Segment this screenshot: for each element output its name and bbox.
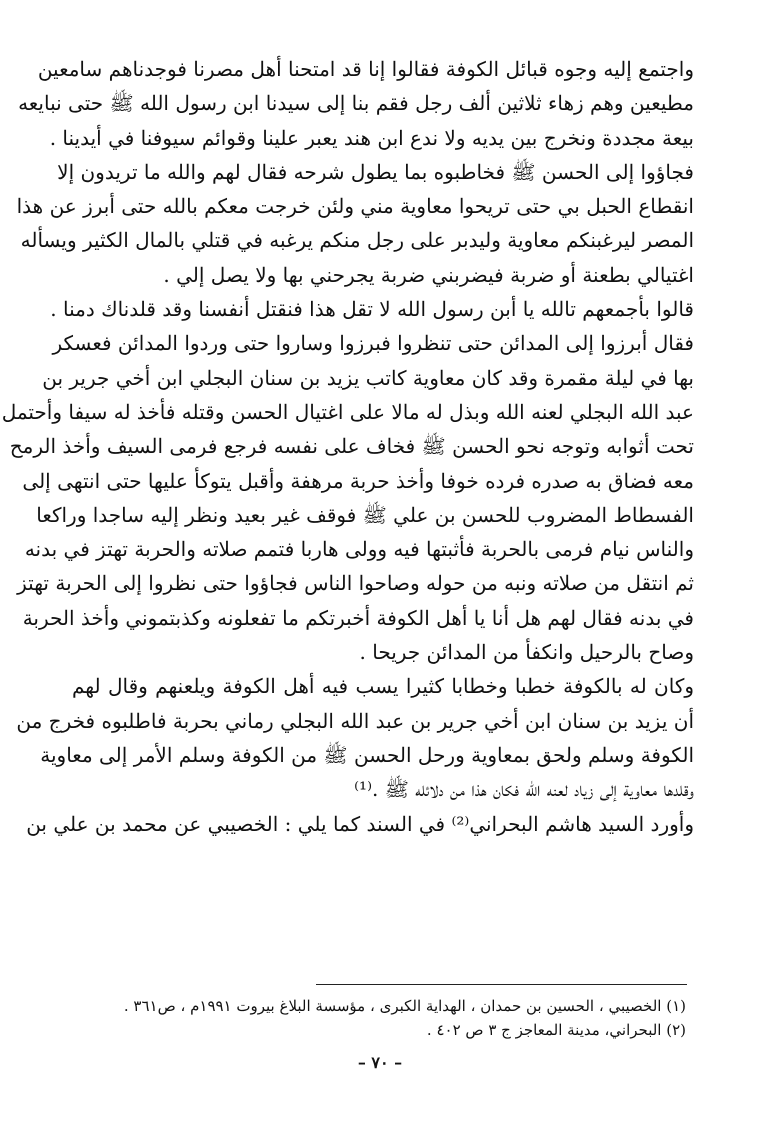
- footnote-divider: [316, 984, 687, 985]
- text-line: عبد الله البجلي لعنه الله وبذل له مالا على اغتيال الحسن وقتله فأخذ له سيفا وأحتمل: [1, 399, 694, 424]
- text-line: فقال أبرزوا إلى المدائن حتى تنظروا فبرزوا وساروا حتى وردوا المدائن فعسكر: [52, 331, 694, 356]
- page-number: – ٧٠ –: [357, 1053, 403, 1072]
- text-line: انقطاع الحبل بي حتى تريحوا معاوية مني ولئن خرجت معكم بالله حتى أبرز عن هذا: [16, 194, 694, 219]
- footnote: (١) الخصيبي ، الحسين بن حمدان ، الهداية الكبرى ، مؤسسة البلاغ بيروت ١٩٩١م ، ص٣٦١ .: [123, 997, 686, 1015]
- text-line: وقلدها معاوية إلى زياد لعنه الله فكان هذا من دلائله ﷺ .⁽¹⁾: [354, 777, 694, 802]
- text-line: فجاؤوا إلى الحسن ﷺ فخاطبوه بما يطول شرحه فقال لهم والله ما تريدون إلا: [57, 159, 694, 184]
- text-line: تحت أثوابه وتوجه نحو الحسن ﷺ فخاف على نفسه فرجع فرمى السيف وأخذ الرمح: [9, 434, 694, 459]
- text-line: في بدنه فقال لهم هل أنا يا أهل الكوفة أخبرتكم ما تفعلونه وكذبتموني وأخذ الحربة: [22, 605, 694, 630]
- footnotes: [123, 994, 686, 1042]
- text-line: بها في ليلة مقمرة وقد كان معاوية كاتب يزيد بن سنان البجلي ابن أخي جرير بن: [42, 365, 694, 390]
- text-line: وأورد السيد هاشم البحراني⁽²⁾ في السند كما يلي : الخصيبي عن محمد بن علي بن: [26, 811, 694, 836]
- text-line: المصر ليرغبنكم معاوية وليدبر على رجل منكم يرغبه في قتلي بالمال الكثير ويسأله: [20, 228, 694, 253]
- text-line: أن يزيد بن سنان ابن أخي جرير بن عبد الله البجلي رماني بحربة فاطلبوه فخرج من: [16, 708, 694, 733]
- text-line: مطيعين وهم زهاء ثلاثين ألف رجل فقم بنا إلى سيدنا ابن رسول الله ﷺ حتى نبايعه: [18, 91, 694, 116]
- text-line: وكان له بالكوفة خطبا وخطابا كثيرا يسب فيه أهل الكوفة ويلعنهم وقال لهم: [72, 674, 694, 699]
- text-line: والناس نيام فرمى بالحربة فأثبتها فيه وولى هاربا فتمم صلاته والحربة تهتز في بدنه: [24, 537, 694, 562]
- text-line: وصاح بالرحيل وانكفأ من المدائن جريحا .: [359, 640, 694, 665]
- body-text: [1, 52, 694, 841]
- text-line: الفسطاط المضروب للحسن بن علي ﷺ فوقف غير بعيد ونظر إليه ساجدا وراكعا: [36, 502, 694, 527]
- text-line: الكوفة وسلم ولحق بمعاوية ورحل الحسن ﷺ من الكوفة وسلم الأمر إلى معاوية: [40, 742, 694, 767]
- text-line: ثم انتقل من صلاته ونبه من حوله وصاحوا الناس فجاؤوا حتى نظروا إلى الحربة تهتز: [17, 571, 694, 596]
- text-line: واجتمع إليه وجوه قبائل الكوفة فقالوا إنا قد امتحنا أهل مصرنا فوجدناهم سامعين: [37, 57, 694, 81]
- text-line: قالوا بأجمعهم تالله يا أبن رسول الله لا تقل هذا فنقتل أنفسنا وقد قلدناك دمنا .: [50, 297, 694, 322]
- text-line: اغتيالي بطعنة أو ضربة فيضربني ضربة يجرحني بها ولا يصل إلي .: [163, 262, 694, 287]
- text-line: معه فضاق به صدره فرده خوفا وأخذ حربة مرهفة وأقبل يتوكأ عليها حتى انتهى إلى: [22, 468, 694, 493]
- text-line: بيعة مجددة ونخرج بين يديه ولا ندع ابن هند يعبر علينا وقوائم سيوفنا في أيدينا .: [49, 125, 694, 150]
- footnote: (٢) البحراني، مدينة المعاجز ج ٣ ص ٤٠٢ .: [426, 1021, 686, 1039]
